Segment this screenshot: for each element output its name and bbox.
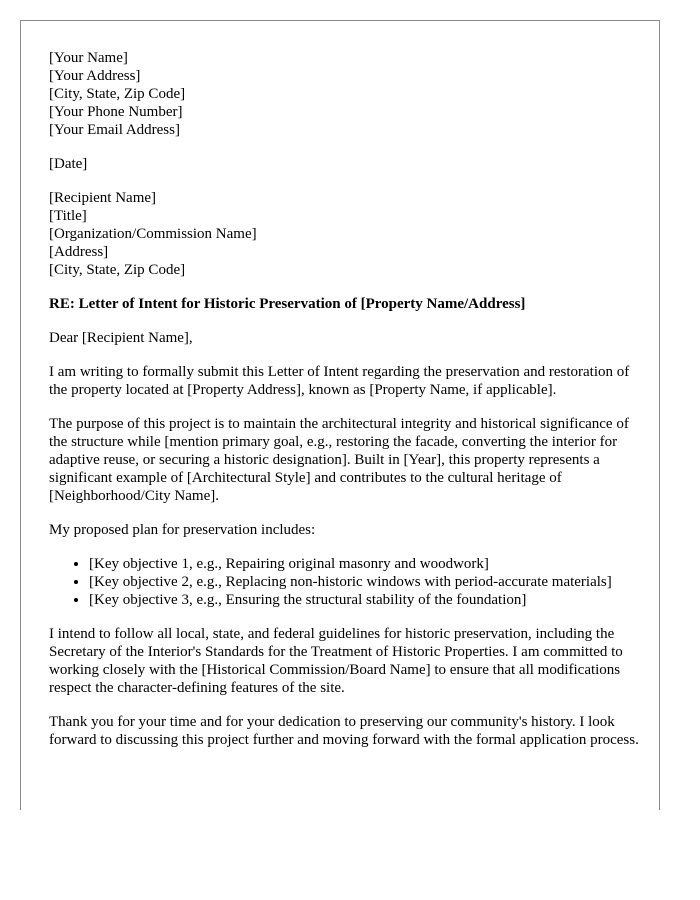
letter-content: [49, 49, 641, 765]
letter-date: [Date]: [49, 156, 88, 172]
recipient-city-state-zip: [City, State, Zip Code]: [49, 262, 186, 278]
recipient-name: [Recipient Name]: [49, 190, 157, 206]
list-item: • [Key objective 3, e.g., Ensuring the structural stability of the foundation]: [89, 591, 641, 609]
sender-email: [Your Email Address]: [49, 122, 180, 138]
sender-address-block: [49, 49, 641, 139]
closing-paragraph: Thank you for your time and for your dedication to preserving our community's history. I look forward to discussing this project further and moving forward with the formal application process.: [49, 714, 639, 748]
subject-line: RE: Letter of Intent for Historic Preservation of [Property Name/Address]: [49, 296, 526, 312]
plan-intro: My proposed plan for preservation includes:: [49, 522, 316, 538]
purpose-paragraph: The purpose of this project is to maintain the architectural integrity and historical significance of the structure while [mention primary goal, e.g., restoring the facade, converting the interior for adaptive reuse, or securing a historic designation]. Built in [Year], this property represents a significant example of [Architectural Style] and contributes to the cultural heritage of [Neighborhood/City Name].: [49, 416, 629, 504]
salutation: Dear [Recipient Name],: [49, 330, 193, 346]
sender-name: [Your Name]: [49, 50, 128, 66]
objectives-list: [49, 555, 641, 609]
recipient-title: [Title]: [49, 208, 87, 224]
recipient-organization: [Organization/Commission Name]: [49, 226, 257, 242]
recipient-address-block: [49, 189, 641, 279]
guidelines-paragraph: I intend to follow all local, state, and federal guidelines for historic preservation, including the Secretary of the Interior's Standards for the Treatment of Historic Properties. I am committed to working closely with the [Historical Commission/Board Name] to ensure that all modifications respect the character-defining features of the site.: [49, 626, 623, 696]
date-block: [49, 155, 641, 173]
recipient-address: [Address]: [49, 244, 109, 260]
intro-paragraph: I am writing to formally submit this Letter of Intent regarding the preservation and restoration of the property located at [Property Address], known as [Property Name, if applicable].: [49, 364, 630, 398]
letter-page: [20, 20, 660, 810]
sender-phone: [Your Phone Number]: [49, 104, 183, 120]
list-item: • [Key objective 2, e.g., Replacing non-historic windows with period-accurate materials]: [89, 573, 641, 591]
sender-city-state-zip: [City, State, Zip Code]: [49, 86, 186, 102]
list-item: • [Key objective 1, e.g., Repairing original masonry and woodwork]: [89, 555, 641, 573]
sender-address: [Your Address]: [49, 68, 141, 84]
